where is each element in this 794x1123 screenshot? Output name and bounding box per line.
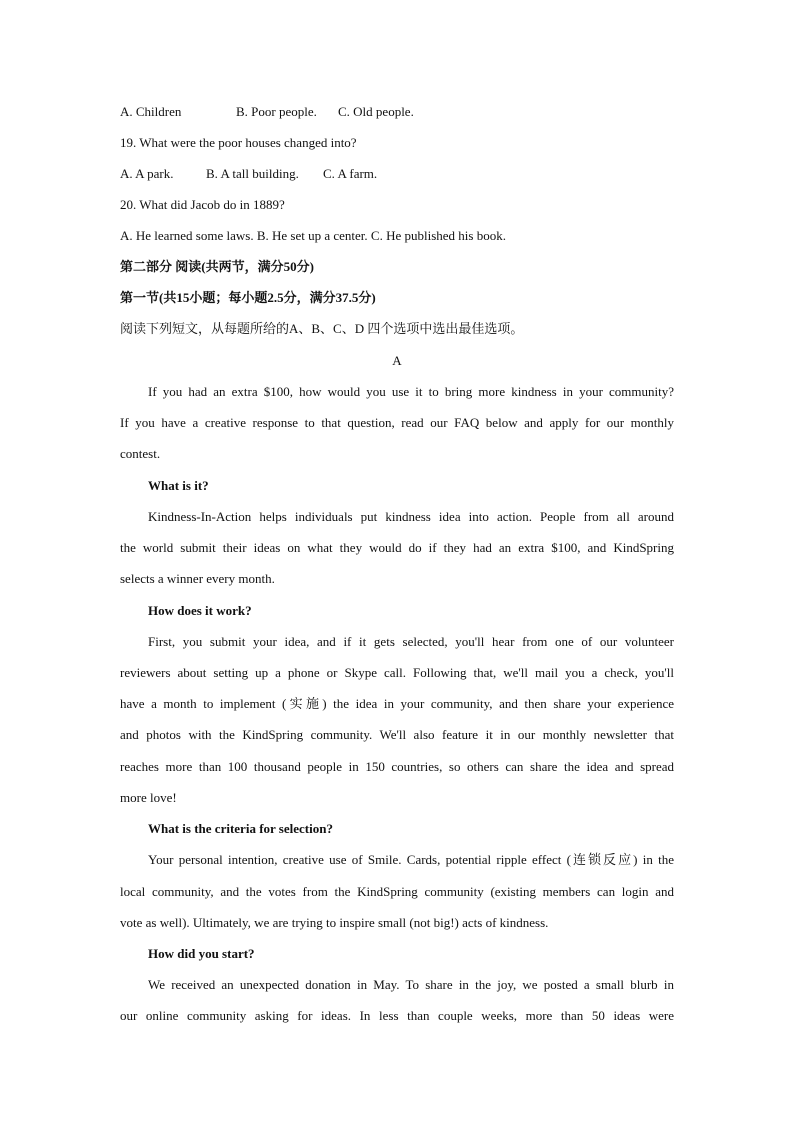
faq-line: Kindness-In-Action helps individuals put kindness idea into action. People from all around xyxy=(148,509,674,524)
faq-heading: How did you start? xyxy=(148,946,255,961)
faq-line: local community, and the votes from the KindSpring community (existing members can login and xyxy=(120,884,674,899)
q18-options xyxy=(120,104,414,120)
faq-line: First, you submit your idea, and if it gets selected, you'll hear from one of our volunteer xyxy=(148,634,674,649)
faq-line: and photos with the KindSpring community. We'll also feature it in our monthly newsletter that xyxy=(120,727,674,742)
faq-line: vote as well). Ultimately, we are trying to inspire small (not big!) acts of kindness. xyxy=(120,915,549,930)
passage-label: A xyxy=(392,353,402,368)
faq-line: more love! xyxy=(120,790,177,805)
q19-option-a: A. A park. xyxy=(120,166,174,181)
faq-line: reaches more than 100 thousand people in 150 countries, so others can share the idea and spread xyxy=(120,759,674,774)
intro-line: If you had an extra $100, how would you use it to bring more kindness in your community? xyxy=(148,384,674,399)
intro-line: contest. xyxy=(120,446,161,461)
faq-line: have a month to implement (实施) the idea in your community, and then share your experience xyxy=(120,696,674,711)
faq-line: reviewers about setting up a phone or Skype call. Following that, we'll mail you a check, you'll xyxy=(120,665,674,680)
instruction-text: 阅读下列短文，从每题所给的A、B、C、D 四个选项中选出最佳选项。 xyxy=(120,321,524,336)
section2-title: 第二部分 阅读(共两节，满分50分) xyxy=(120,259,314,274)
faq-line: selects a winner every month. xyxy=(120,571,275,586)
faq-heading: How does it work? xyxy=(148,603,252,618)
q19-question: 19. What were the poor houses changed into? xyxy=(120,135,357,150)
q20-option-b: B. He set up a center. xyxy=(256,228,368,243)
faq-heading: What is the criteria for selection? xyxy=(148,821,333,836)
section2-part1-title: 第一节(共15小题；每小题2.5分，满分37.5分) xyxy=(120,290,376,305)
q20-question: 20. What did Jacob do in 1889? xyxy=(120,197,285,212)
q18-option-c: C. Old people. xyxy=(338,104,414,119)
faq-heading: What is it? xyxy=(148,478,209,493)
q19-option-c: C. A farm. xyxy=(323,166,378,181)
q20-options xyxy=(120,228,506,244)
q19-option-b: B. A tall building. xyxy=(206,166,299,181)
q20-option-c: C. He published his book. xyxy=(370,228,506,243)
q18-option-b: B. Poor people. xyxy=(236,104,317,119)
faq-line: We received an unexpected donation in May. To share in the joy, we posted a small blurb in xyxy=(148,977,674,992)
faq-line: Your personal intention, creative use of Smile. Cards, potential ripple effect (连锁反应) in the xyxy=(148,852,674,867)
faq-line: the world submit their ideas on what they would do if they had an extra $100, and KindSpring xyxy=(120,540,674,555)
faq-line: our online community asking for ideas. In less than couple weeks, more than 50 ideas were xyxy=(120,1008,674,1023)
intro-line: If you have a creative response to that question, read our FAQ below and apply for our monthly xyxy=(120,415,674,430)
q19-options xyxy=(120,166,377,182)
q18-option-a: A. Children xyxy=(120,104,182,119)
q20-option-a: A. He learned some laws. xyxy=(120,228,254,243)
